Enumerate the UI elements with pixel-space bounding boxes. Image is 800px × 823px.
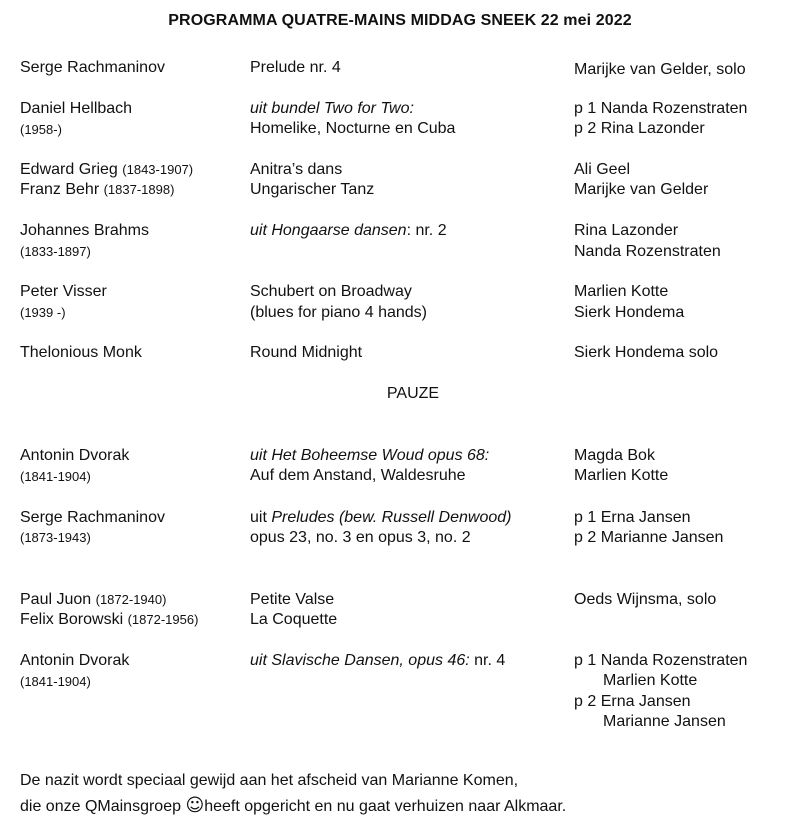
composer-name: Edward Grieg	[20, 161, 118, 178]
piece-number: : nr. 2	[406, 222, 447, 239]
performer: Marianne Jansen	[603, 713, 726, 730]
composer-name: Felix Borowski	[20, 611, 124, 628]
smiley-icon: ☺	[185, 795, 205, 816]
piece-collection: uit Hongaarse dansen	[250, 222, 407, 239]
piece-title: Petite Valse	[250, 591, 335, 608]
composer-line	[20, 180, 174, 200]
performer: p 1 Nanda Rozenstraten	[574, 652, 748, 669]
composer-name: Serge Rachmaninov	[20, 59, 165, 76]
performer: Marlien Kotte	[574, 467, 669, 484]
piece-subtitle: (blues for piano 4 hands)	[250, 304, 427, 321]
composer-years: (1841-1904)	[20, 674, 91, 689]
performer: Magda Bok	[574, 447, 655, 464]
performer: p 2 Rina Lazonder	[574, 120, 705, 137]
composer-years: (1837-1898)	[103, 182, 175, 197]
composer-name: Serge Rachmaninov	[20, 509, 165, 526]
composer-name: Johannes Brahms	[20, 222, 149, 239]
piece-title: Ungarischer Tanz	[250, 181, 375, 198]
composer-years: (1873-1943)	[20, 530, 91, 545]
composer-years: (1872-1940)	[95, 592, 167, 607]
footer-note	[20, 796, 566, 817]
performer: Marlien Kotte	[574, 283, 669, 300]
composer-line	[20, 610, 198, 630]
piece-title: Schubert on Broadway	[250, 283, 412, 300]
composer-years: (1841-1904)	[20, 469, 91, 484]
performer: Ali Geel	[574, 161, 631, 178]
composer-name: Antonin Dvorak	[20, 447, 130, 464]
performer: Oeds Wijnsma, solo	[574, 591, 717, 608]
piece-line	[250, 651, 505, 671]
footer-note: De nazit wordt speciaal gewijd aan het afscheid van Marianne Komen,	[20, 772, 519, 789]
piece-title: Round Midnight	[250, 344, 363, 361]
piece-number: nr. 4	[469, 652, 506, 669]
composer-years: (1939 -)	[20, 305, 66, 320]
piece-line	[250, 508, 511, 528]
composer-name: Antonin Dvorak	[20, 652, 130, 669]
performer: Sierk Hondema solo	[574, 344, 719, 361]
piece-title: La Coquette	[250, 611, 338, 628]
performer: Marijke van Gelder, solo	[574, 61, 746, 78]
composer-years: (1833-1897)	[20, 244, 91, 259]
composer-name: Franz Behr	[20, 181, 100, 198]
footer-text: heeft opgericht en nu gaat verhuizen naar Alkmaar.	[204, 798, 567, 815]
performer: p 2 Marianne Jansen	[574, 529, 724, 546]
piece-line	[250, 221, 447, 241]
piece-title: Homelike, Nocturne en Cuba	[250, 120, 456, 137]
performer: p 1 Erna Jansen	[574, 509, 691, 526]
page-title: PROGRAMMA QUATRE-MAINS MIDDAG SNEEK 22 mei 2022	[168, 12, 632, 29]
piece-title: Auf dem Anstand, Waldesruhe	[250, 467, 466, 484]
footer-text: die onze QMainsgroep	[20, 798, 186, 815]
piece-title: Prelude nr. 4	[250, 59, 341, 76]
piece-title: opus 23, no. 3 en opus 3, no. 2	[250, 529, 471, 546]
composer-years: (1872-1956)	[127, 612, 199, 627]
intermission-label: PAUZE	[386, 385, 440, 402]
composer-years: (1843-1907)	[122, 162, 194, 177]
composer-years: (1958-)	[20, 122, 62, 137]
piece-title: Anitra’s dans	[250, 161, 343, 178]
performer: Marlien Kotte	[603, 672, 698, 689]
composer-name: Paul Juon	[20, 591, 92, 608]
performer: p 2 Erna Jansen	[574, 693, 691, 710]
composer-line	[20, 160, 193, 180]
piece-collection: uit Slavische Dansen, opus 46:	[250, 652, 470, 669]
performer: Sierk Hondema	[574, 304, 685, 321]
performer: Marijke van Gelder	[574, 181, 709, 198]
performer: p 1 Nanda Rozenstraten	[574, 100, 748, 117]
composer-line	[20, 590, 166, 610]
piece-collection: Preludes (bew. Russell Denwood)	[271, 509, 512, 526]
piece-collection: uit Het Boheemse Woud opus 68:	[250, 447, 490, 464]
composer-name: Daniel Hellbach	[20, 100, 133, 117]
composer-name: Peter Visser	[20, 283, 107, 300]
performer: Nanda Rozenstraten	[574, 243, 721, 260]
piece-prefix: uit	[250, 509, 272, 526]
performer: Rina Lazonder	[574, 222, 679, 239]
piece-collection: uit bundel Two for Two:	[250, 100, 414, 117]
composer-name: Thelonious Monk	[20, 344, 142, 361]
